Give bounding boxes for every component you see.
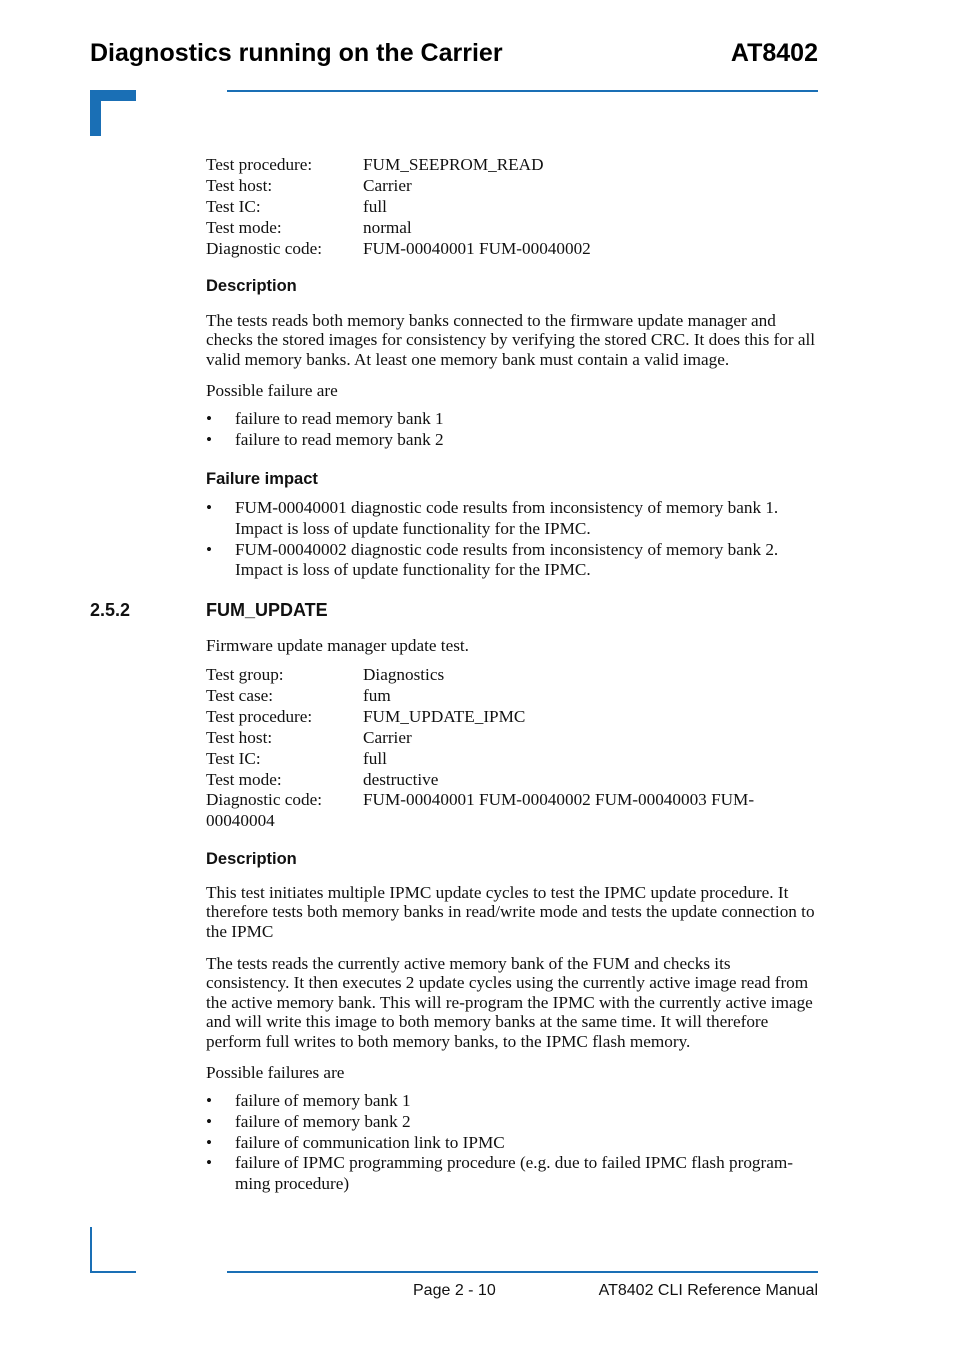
section-title: FUM_UPDATE [206, 600, 328, 620]
info-row: Diagnostic code: FUM-00040001 FUM-00040002 [206, 239, 591, 258]
description-heading: Description [206, 277, 297, 295]
list-item: • failure to read memory bank 2 [206, 429, 444, 449]
info-row: Test procedure: FUM_UPDATE_IPMC [206, 707, 526, 726]
info-row: Test group: Diagnostics [206, 665, 445, 684]
possible-failures-label-2: Possible failures are [206, 1063, 345, 1082]
impact-list [206, 498, 818, 581]
failure-list [206, 409, 818, 451]
description-paragraph-2: The tests reads the currently active memory bank of the FUM and checks its consistency. It then executes 2 update cycles using the currently active image read from the active memory bank. This will re-program the IPMC with the currently active image and will write this image to both memory banks at the same time. It will therefore perform full writes to both memory banks, to the IPMC flash memory. [206, 954, 813, 1051]
list-item: • FUM-00040001 diagnostic code results from inconsistency of memory bank 1. Impact is loss of update functionality for the IPMC. [206, 498, 779, 538]
footer-rule [227, 1271, 818, 1273]
page-header-product: AT8402 [730, 39, 818, 67]
list-item: • failure of IPMC programming procedure (e.g. due to failed IPMC flash program-ming procedure) [206, 1153, 793, 1194]
list-item: • FUM-00040002 diagnostic code results from inconsistency of memory bank 2. Impact is loss of update functionality for the IPMC. [206, 539, 779, 580]
info-row: Test IC: full [206, 749, 387, 768]
list-item: • failure of memory bank 1 [206, 1091, 411, 1110]
page-number: Page 2 - 10 [413, 1282, 496, 1299]
info-row: Test mode: normal [206, 218, 412, 237]
description-paragraph-1: This test initiates multiple IPMC update cycles to test the IPMC update procedure. It therefore tests both memory banks in read/write mode and tests the update connection to the IPMC [206, 883, 815, 941]
info-row: Test case: fum [206, 686, 391, 705]
info-row: Test procedure: FUM_SEEPROM_READ [206, 155, 544, 174]
possible-failures-label: Possible failure are [206, 381, 338, 400]
info-row-wrap: 00040004 [206, 811, 275, 830]
info-row: Test host: Carrier [206, 728, 412, 747]
section-intro: Firmware update manager update test. [206, 636, 469, 655]
info-row: Test IC: full [206, 197, 387, 216]
description-heading-2: Description [206, 850, 297, 868]
info-row: Test host: Carrier [206, 176, 412, 195]
section-number: 2.5.2 [90, 600, 131, 620]
list-item: • failure of memory bank 2 [206, 1111, 411, 1131]
info-row: Diagnostic code: FUM-00040001 FUM-00040002 FUM-00040003 FUM- [206, 790, 755, 809]
failure-impact-heading: Failure impact [206, 470, 318, 488]
info-row: Test mode: destructive [206, 770, 439, 789]
failure-list-2 [206, 1091, 818, 1195]
header-rule [227, 90, 818, 92]
list-item: • failure to read memory bank 1 [206, 409, 444, 428]
description-paragraph: The tests reads both memory banks connected to the firmware update manager and checks the stored images for consistency by verifying the stored CRC. It does this for all valid memory banks. At least one memory bank must contain a valid image. [206, 311, 816, 369]
manual-title: AT8402 CLI Reference Manual [598, 1282, 818, 1299]
list-item: • failure of communication link to IPMC [206, 1132, 505, 1152]
page-header-title: Diagnostics running on the Carrier [90, 39, 503, 67]
